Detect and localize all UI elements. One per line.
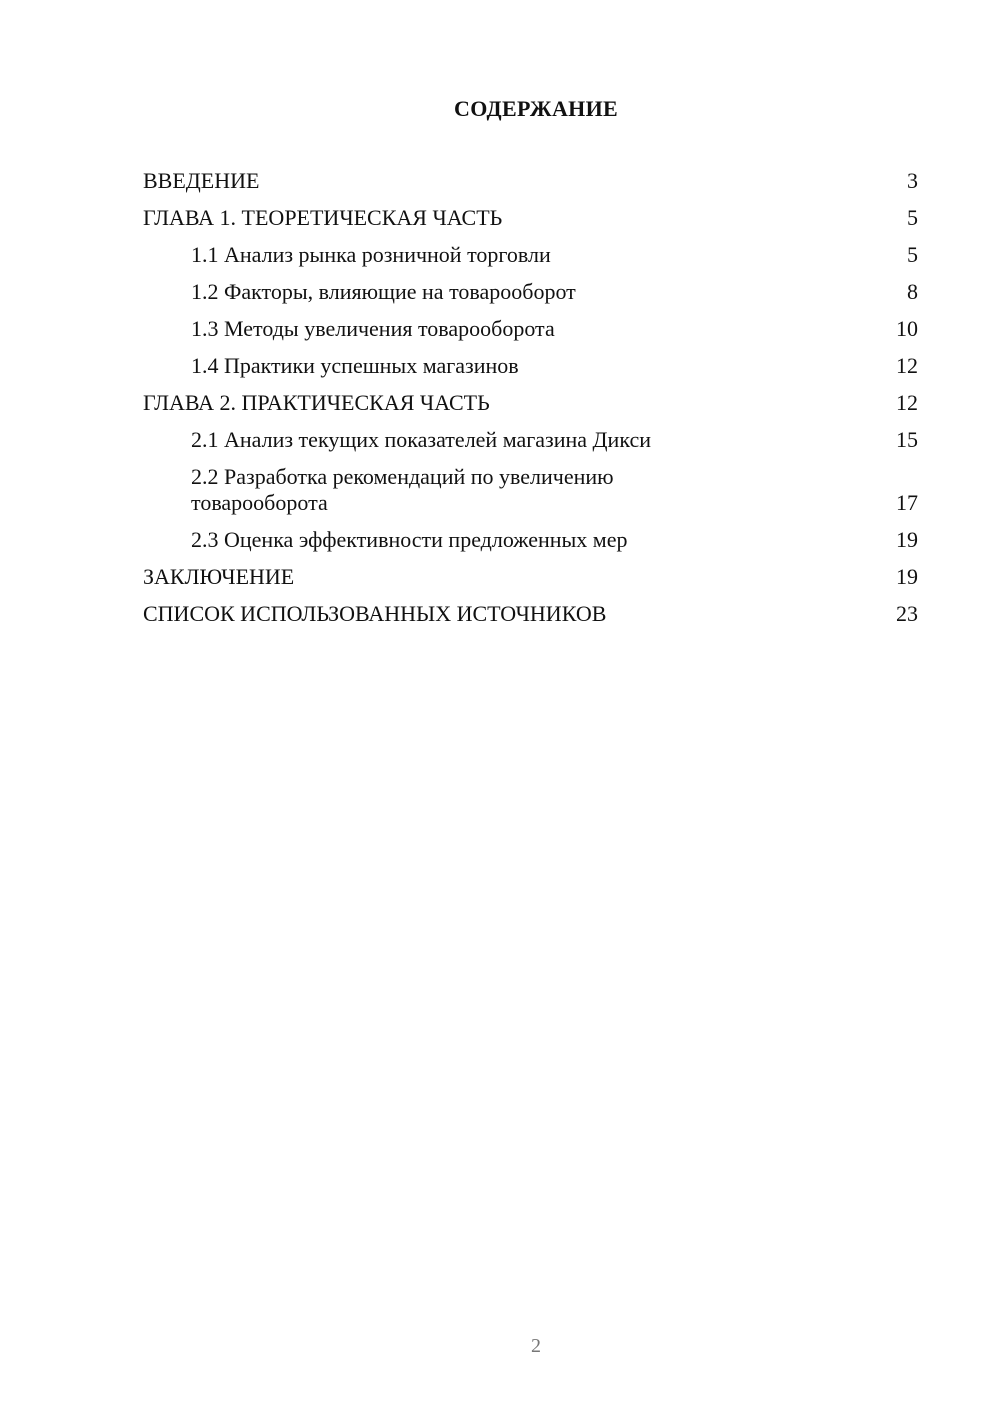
toc-entry-section-1-1 xyxy=(143,242,918,268)
toc-entry-introduction xyxy=(143,168,918,194)
table-of-contents xyxy=(143,168,918,638)
toc-entry-section-2-2 xyxy=(143,464,918,516)
toc-entry-page: 8 xyxy=(907,279,918,304)
toc-entry-page: 3 xyxy=(907,168,918,193)
page-number: 2 xyxy=(531,1335,541,1357)
toc-entry-label: 1.3 Методы увеличения товарооборота xyxy=(191,316,555,341)
toc-entry-page: 5 xyxy=(907,242,918,267)
toc-entry-references xyxy=(143,601,918,627)
toc-entry-page: 17 xyxy=(896,490,918,515)
toc-entry-section-2-3 xyxy=(143,527,918,553)
toc-entry-section-1-4 xyxy=(143,353,918,379)
toc-entry-page: 12 xyxy=(896,353,918,378)
toc-entry-label: ГЛАВА 1. ТЕОРЕТИЧЕСКАЯ ЧАСТЬ xyxy=(143,205,503,230)
toc-entry-section-1-2 xyxy=(143,279,918,305)
toc-title: СОДЕРЖАНИЕ xyxy=(454,96,618,121)
toc-entry-page: 19 xyxy=(896,527,918,552)
toc-entry-page: 10 xyxy=(896,316,918,341)
toc-entry-page: 12 xyxy=(896,390,918,415)
toc-entry-label: ЗАКЛЮЧЕНИЕ xyxy=(143,564,295,589)
toc-entry-section-2-1 xyxy=(143,427,918,453)
toc-entry-label: 2.1 Анализ текущих показателей магазина Дикси xyxy=(191,427,651,452)
toc-entry-page: 23 xyxy=(896,601,918,626)
toc-entry-label: ГЛАВА 2. ПРАКТИЧЕСКАЯ ЧАСТЬ xyxy=(143,390,490,415)
toc-entry-section-1-3 xyxy=(143,316,918,342)
toc-entry-label: 1.4 Практики успешных магазинов xyxy=(191,353,519,378)
toc-entry-page: 5 xyxy=(907,205,918,230)
toc-entry-chapter-2 xyxy=(143,390,918,416)
toc-entry-label: 1.1 Анализ рынка розничной торговли xyxy=(191,242,551,267)
toc-entry-page: 15 xyxy=(896,427,918,452)
toc-entry-label: 2.3 Оценка эффективности предложенных мер xyxy=(191,527,628,552)
toc-entry-conclusion xyxy=(143,564,918,590)
toc-entry-label: 2.2 Разработка рекомендаций по увеличению товарооборота xyxy=(191,464,614,515)
toc-entry-label: СПИСОК ИСПОЛЬЗОВАННЫХ ИСТОЧНИКОВ xyxy=(143,601,607,626)
toc-entry-label: ВВЕДЕНИЕ xyxy=(143,168,260,193)
toc-entry-page: 19 xyxy=(896,564,918,589)
toc-entry-label: 1.2 Факторы, влияющие на товарооборот xyxy=(191,279,576,304)
toc-entry-chapter-1 xyxy=(143,205,918,231)
